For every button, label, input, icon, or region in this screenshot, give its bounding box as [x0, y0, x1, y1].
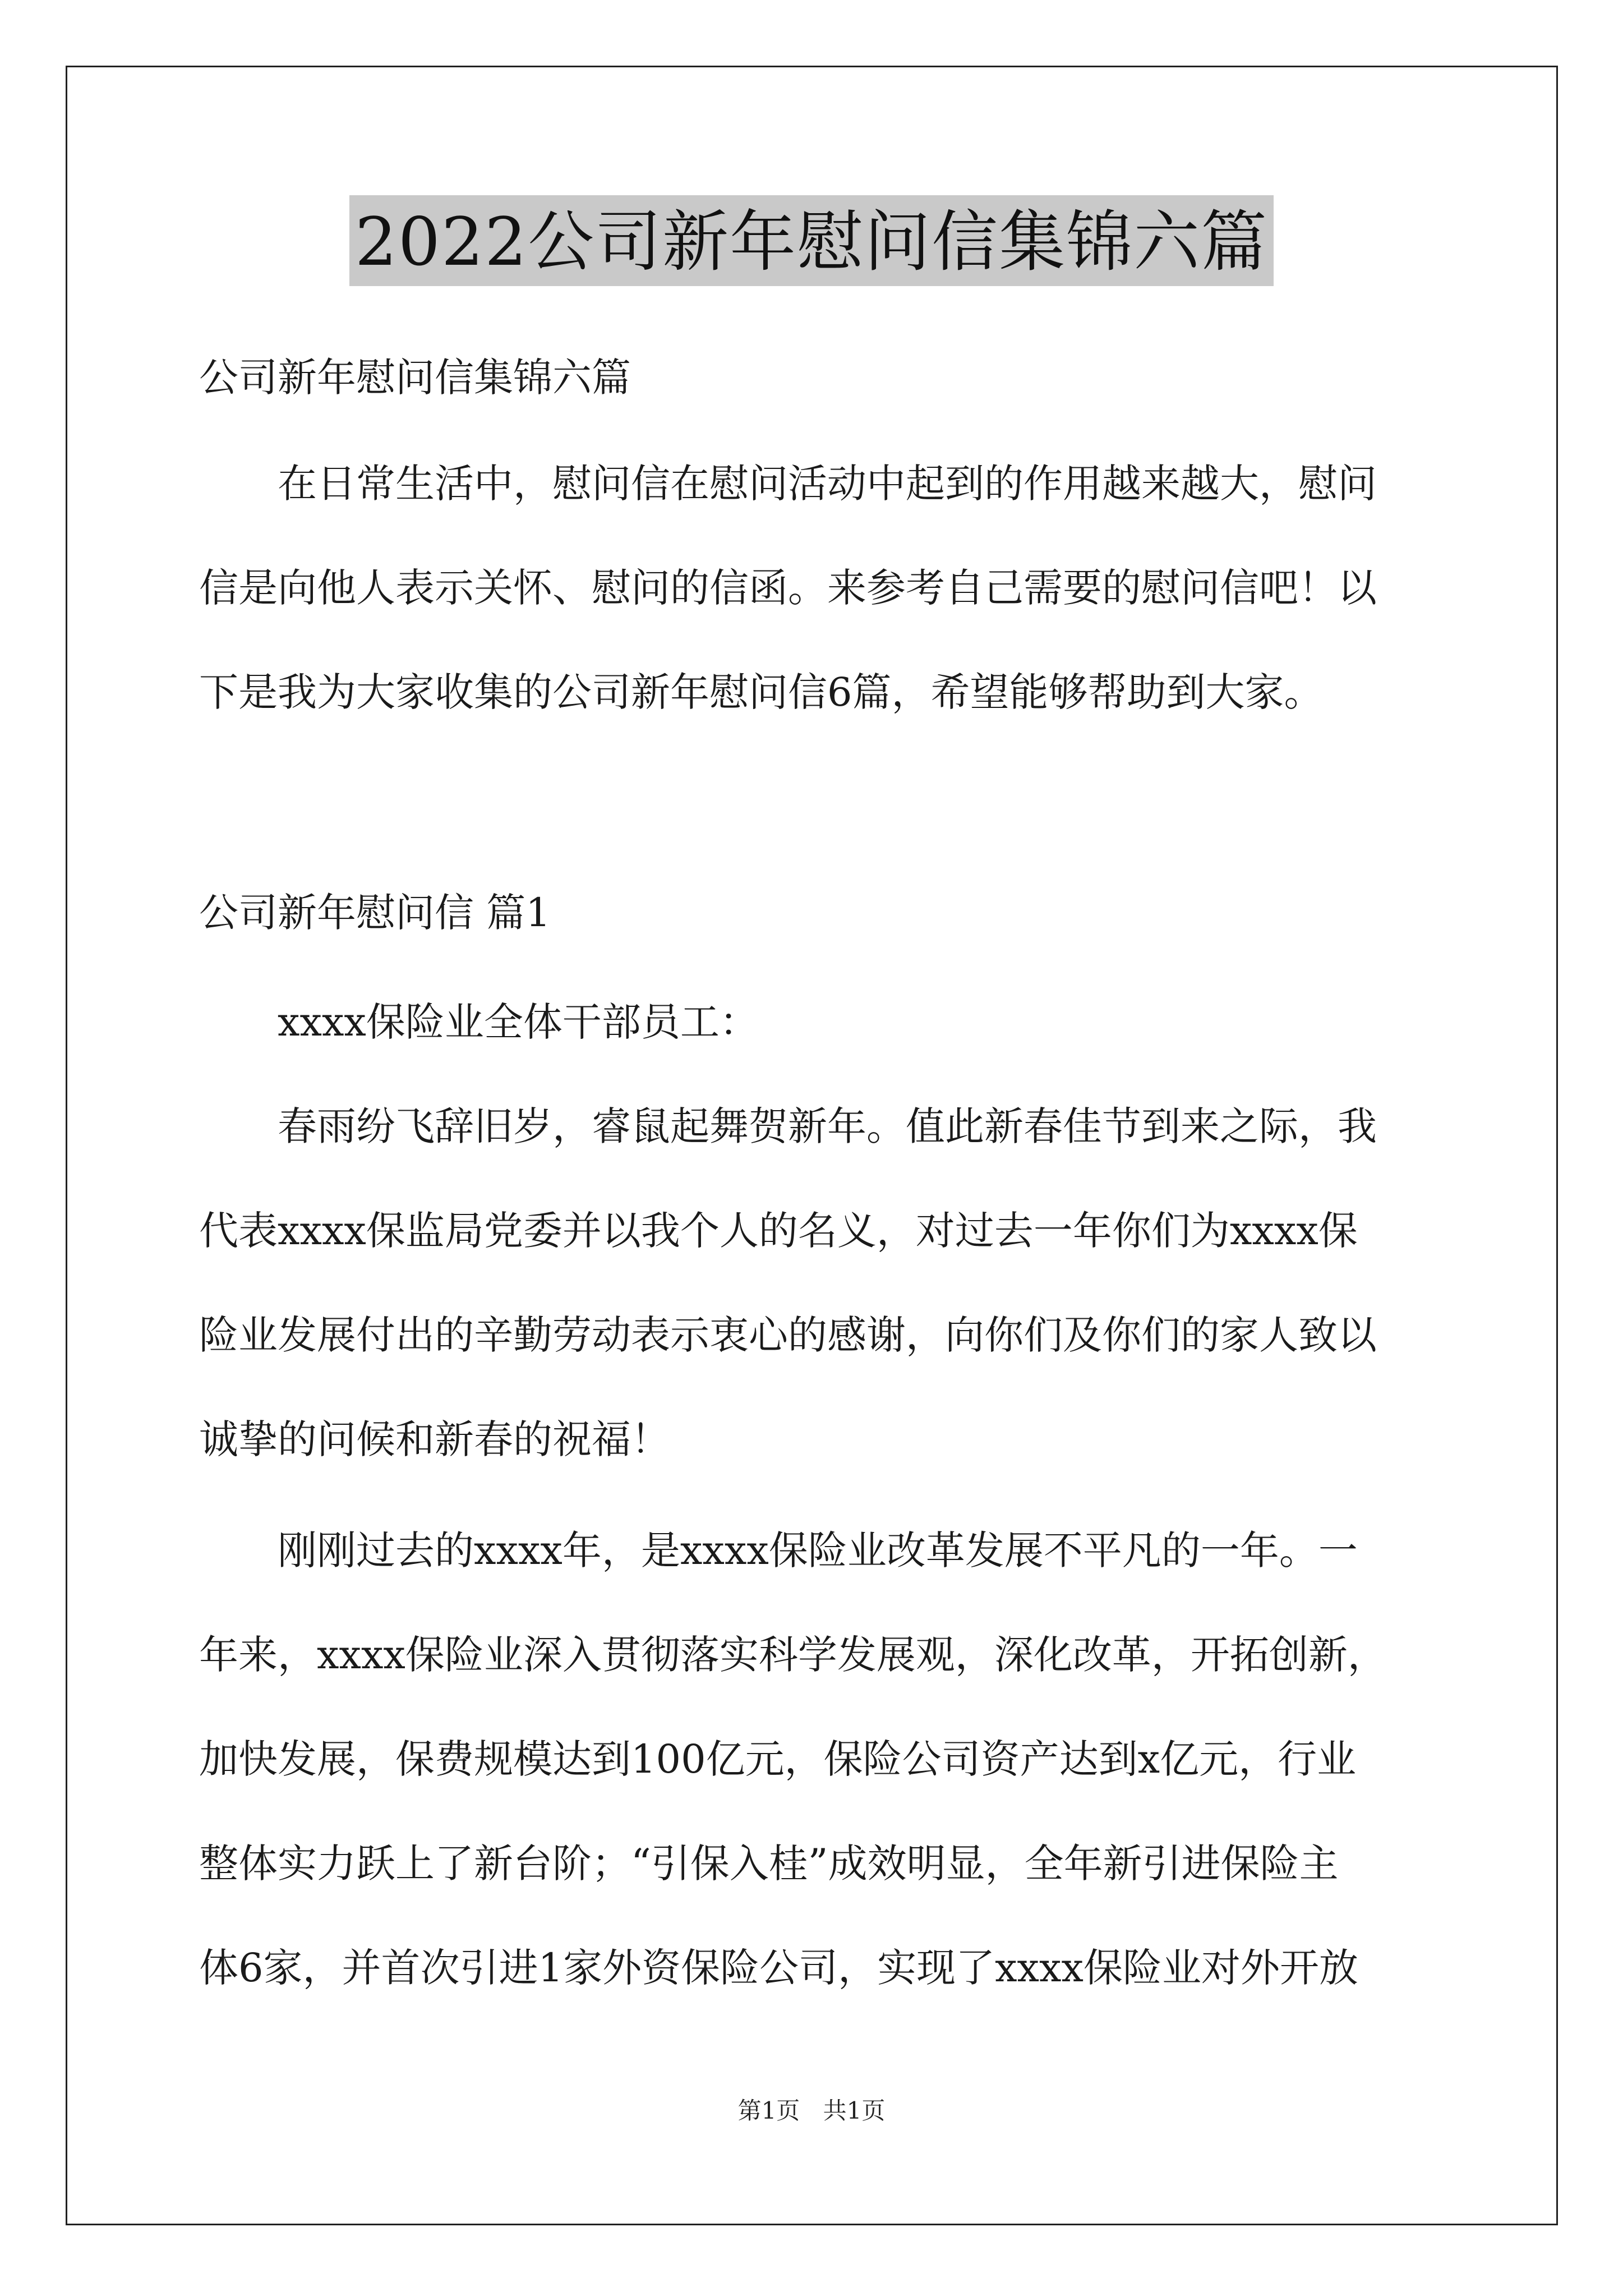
- title-container: [0, 195, 1623, 286]
- body-line: 春雨纷飞辞旧岁，睿鼠起舞贺新年。值此新春佳节到来之际，我: [199, 1103, 1377, 1149]
- body-line: 险业发展付出的辛勤劳动表示衷心的感谢，向你们及你们的家人致以: [199, 1312, 1377, 1358]
- salutation-line: xxxx保险业全体干部员工：: [199, 999, 759, 1045]
- body-line: 加快发展，保费规模达到100亿元，保险公司资产达到x亿元，行业: [199, 1736, 1357, 1782]
- subtitle-line: 公司新年慰问信集锦六篇: [199, 355, 631, 401]
- section-heading: 公司新年慰问信 篇1: [199, 890, 551, 936]
- body-line: 体6家，并首次引进1家外资保险公司，实现了xxxx保险业对外开放: [199, 1945, 1358, 1991]
- body-line: 刚刚过去的xxxx年，是xxxx保险业改革发展不平凡的一年。一: [199, 1527, 1358, 1573]
- page-footer: [0, 2092, 1623, 2126]
- document-title: 2022公司新年慰问信集锦六篇: [349, 195, 1274, 286]
- body-line: 下是我为大家收集的公司新年慰问信6篇，希望能够帮助到大家。: [199, 669, 1324, 715]
- body-line: 整体实力跃上了新台阶；“引保入桂”成效明显，全年新引进保险主: [199, 1841, 1339, 1887]
- body-line: 在日常生活中，慰问信在慰问活动中起到的作用越来越大，慰问: [199, 461, 1377, 507]
- page-number-current: 第1页: [737, 2097, 800, 2124]
- body-line: 信是向他人表示关怀、慰问的信函。来参考自己需要的慰问信吧！以: [199, 565, 1377, 611]
- body-line: 年来，xxxx保险业深入贯彻落实科学发展观，深化改革，开拓创新，: [199, 1632, 1387, 1678]
- body-line: 诚挚的问候和新春的祝福！: [199, 1416, 670, 1462]
- page-number-total: 共1页: [823, 2097, 886, 2124]
- body-line: 代表xxxx保监局党委并以我个人的名义，对过去一年你们为xxxx保: [199, 1208, 1358, 1254]
